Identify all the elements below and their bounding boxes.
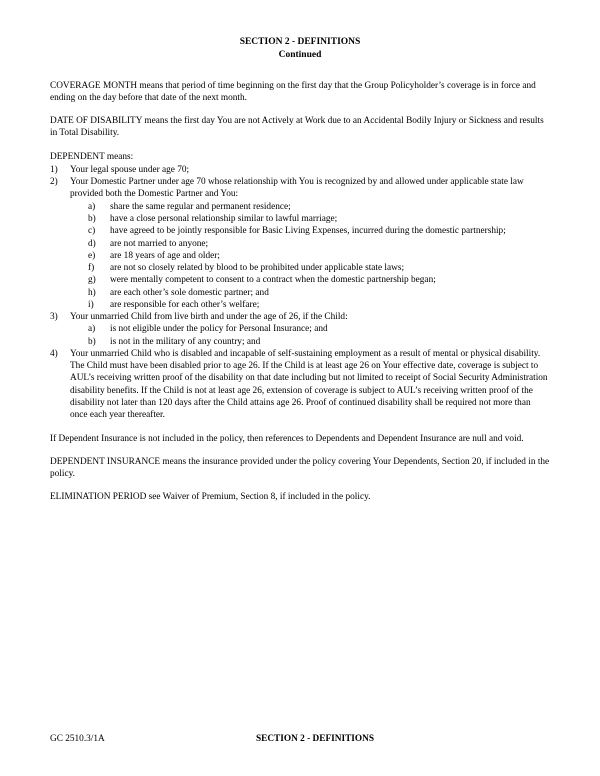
page-footer bbox=[50, 734, 550, 748]
list-item bbox=[88, 262, 550, 274]
list-item-text: is not in the military of any country; and bbox=[110, 336, 261, 347]
list-item bbox=[88, 336, 550, 348]
list-item bbox=[88, 299, 550, 311]
list-item-text: are each other’s sole domestic partner; and bbox=[110, 287, 269, 298]
list-item-text: are responsible for each other’s welfare; bbox=[110, 299, 260, 310]
list-item-text: Your unmarried Child who is disabled and incapable of self-sustaining employment as a result of mental or physical disability. The Child must have been disabled prior to age 26. If the Child is at least age 26 on Your effective date, coverage is subject to AUL’s receiving written proof of the disability on that date including but not limited to receipt of Social Security Administration disability benefits. If the Child is not at least age 26, extension of coverage is subject to AUL’s receiving written proof of the disability not later than 120 days after the Child attains age 26. Proof of continued disability shall be required not more than once each year thereafter. bbox=[70, 348, 548, 421]
list-item bbox=[88, 323, 550, 335]
dependent-lead-in: DEPENDENT means: bbox=[50, 151, 134, 162]
page-header bbox=[50, 36, 550, 62]
list-item bbox=[50, 311, 550, 348]
sublist-wrapper bbox=[88, 201, 550, 311]
dependent-sublist bbox=[88, 323, 550, 348]
list-marker: d) bbox=[88, 238, 96, 249]
list-marker: a) bbox=[88, 324, 96, 335]
list-marker: 1) bbox=[50, 164, 58, 175]
list-item bbox=[88, 287, 550, 299]
dependent-list bbox=[50, 164, 550, 422]
list-item bbox=[88, 225, 550, 237]
list-item bbox=[88, 274, 550, 286]
paragraph-dependent-insurance: DEPENDENT INSURANCE means the insurance provided under the policy covering Your Dependents, Section 20, if included in the policy. bbox=[50, 456, 550, 480]
paragraph-date-of-disability: DATE OF DISABILITY means the first day You are not Actively at Work due to an Accidental Bodily Injury or Sickness and results in Total Disability. bbox=[50, 116, 544, 139]
list-item bbox=[88, 238, 550, 250]
list-item-text: is not eligible under the policy for Personal Insurance; and bbox=[110, 324, 328, 335]
list-item-text: share the same regular and permanent residence; bbox=[110, 201, 291, 212]
footer-section-title: SECTION 2 - DEFINITIONS bbox=[255, 734, 375, 744]
list-item-text: are not married to anyone; bbox=[110, 238, 209, 249]
list-marker: 4) bbox=[50, 348, 58, 359]
list-item bbox=[50, 164, 550, 176]
list-item bbox=[88, 250, 550, 262]
list-item-text: Your unmarried Child from live birth and under the age of 26, if the Child: bbox=[70, 312, 348, 323]
list-marker: c) bbox=[88, 226, 96, 237]
paragraph-dependent-null: If Dependent Insurance is not included in the policy, then references to Dependents and Dependent Insurance are null and void. bbox=[50, 433, 524, 444]
list-item-text: Your Domestic Partner under age 70 whose relationship with You is recognized by and allowed under applicable state law provided both the Domestic Partner and You: bbox=[70, 177, 524, 200]
list-item-text: Your legal spouse under age 70; bbox=[70, 164, 190, 175]
sublist-wrapper bbox=[88, 323, 550, 348]
paragraph-coverage-month: COVERAGE MONTH means that period of time beginning on the first day that the Group Policyholder’s coverage is in force and ending on the day before that date of the next month. bbox=[50, 80, 536, 103]
dependent-sublist bbox=[88, 201, 550, 311]
page-title: SECTION 2 - DEFINITIONS bbox=[239, 37, 361, 47]
list-marker: f) bbox=[88, 263, 95, 274]
list-marker: b) bbox=[88, 336, 96, 347]
list-item bbox=[50, 176, 550, 311]
list-item-text: have a close personal relationship similar to lawful marriage; bbox=[110, 214, 338, 225]
list-item-text: are not so closely related by blood to be prohibited under applicable state laws; bbox=[110, 263, 405, 274]
list-marker: a) bbox=[88, 201, 96, 212]
list-item bbox=[88, 201, 550, 213]
list-marker: b) bbox=[88, 214, 96, 225]
list-marker: h) bbox=[88, 287, 96, 298]
list-item bbox=[50, 348, 550, 422]
list-item bbox=[88, 213, 550, 225]
list-marker: i) bbox=[88, 299, 94, 310]
list-marker: e) bbox=[88, 250, 96, 261]
list-marker: g) bbox=[88, 275, 96, 286]
paragraph-elimination-period: ELIMINATION PERIOD see Waiver of Premium, Section 8, if included in the policy. bbox=[50, 492, 371, 503]
list-marker: 2) bbox=[50, 177, 58, 188]
page-subtitle: Continued bbox=[278, 49, 322, 60]
list-item-text: have agreed to be jointly responsible for Basic Living Expenses, incurred during the domestic partnership; bbox=[110, 226, 506, 237]
footer-form-number: GC 2510.3/1A bbox=[50, 734, 105, 744]
list-item-text: are 18 years of age and older; bbox=[110, 250, 220, 261]
list-item-text: were mentally competent to consent to a contract when the domestic partnership began; bbox=[110, 275, 436, 286]
list-marker: 3) bbox=[50, 312, 58, 323]
